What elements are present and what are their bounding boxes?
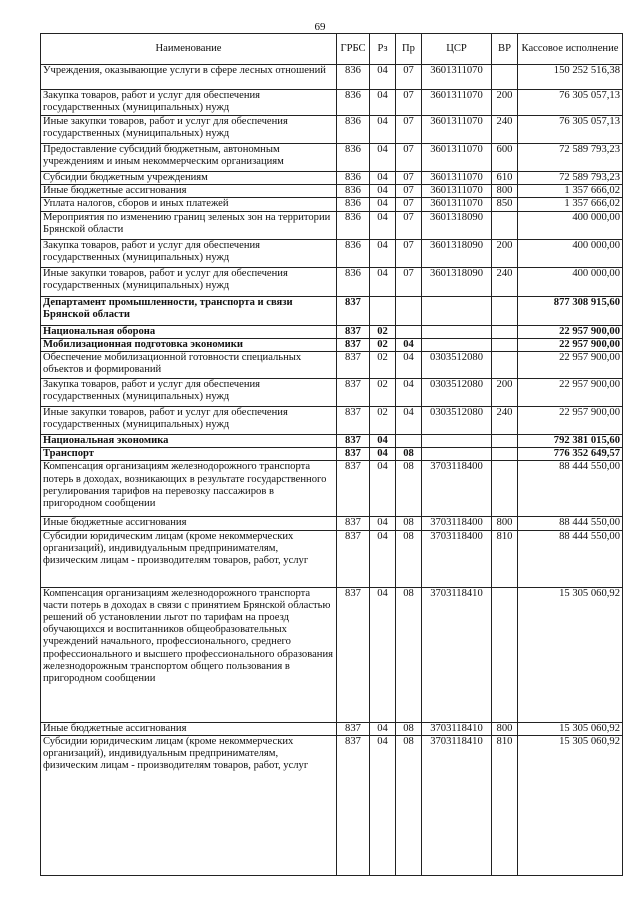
- table-row: [41, 735, 623, 875]
- cell-vr: 200: [492, 90, 518, 116]
- cell-pr: 07: [396, 239, 422, 267]
- cell-pr: 07: [396, 65, 422, 90]
- cell-pr: 08: [396, 461, 422, 517]
- cell-name: Мероприятия по изменению границ зеленых зон на территории Брянской области: [41, 211, 337, 239]
- cell-name: Национальная оборона: [41, 325, 337, 338]
- table-row: [41, 239, 623, 267]
- cell-grbs: 836: [337, 239, 370, 267]
- cell-csr: 3601311070: [422, 65, 492, 90]
- cell-amount: 1 357 666,02: [518, 185, 623, 198]
- cell-grbs: 837: [337, 352, 370, 379]
- cell-vr: 600: [492, 144, 518, 172]
- cell-pr: 08: [396, 722, 422, 735]
- cell-rz: 02: [370, 407, 396, 435]
- cell-csr: [422, 338, 492, 351]
- cell-name: Иные бюджетные ассигнования: [41, 517, 337, 530]
- table-row: [41, 379, 623, 407]
- cell-pr: 04: [396, 352, 422, 379]
- cell-amount: 400 000,00: [518, 211, 623, 239]
- table-row: [41, 407, 623, 435]
- cell-grbs: 837: [337, 407, 370, 435]
- cell-vr: [492, 587, 518, 722]
- table-row: [41, 461, 623, 517]
- cell-csr: 3601318090: [422, 211, 492, 239]
- cell-name: Иные закупки товаров, работ и услуг для обеспечения государственных (муниципальных) нужд: [41, 407, 337, 435]
- table-header: [41, 34, 623, 65]
- cell-pr: 07: [396, 185, 422, 198]
- cell-name: Департамент промышленности, транспорта и связи Брянской области: [41, 296, 337, 325]
- cell-pr: 08: [396, 530, 422, 587]
- cell-rz: 04: [370, 267, 396, 296]
- cell-name: Иные бюджетные ассигнования: [41, 722, 337, 735]
- header-vr: ВР: [492, 34, 518, 65]
- cell-grbs: 837: [337, 448, 370, 461]
- header-row: [41, 34, 623, 65]
- cell-grbs: 837: [337, 296, 370, 325]
- cell-rz: 04: [370, 185, 396, 198]
- cell-csr: 0303512080: [422, 407, 492, 435]
- cell-csr: [422, 325, 492, 338]
- cell-vr: [492, 461, 518, 517]
- cell-amount: 877 308 915,60: [518, 296, 623, 325]
- header-rz: Рз: [370, 34, 396, 65]
- cell-amount: 150 252 516,38: [518, 65, 623, 90]
- table-row: [41, 435, 623, 448]
- cell-name: Субсидии юридическим лицам (кроме некоммерческих организаций), индивидуальным предпринимателям, физическим лицам - производителям товаров, работ, услуг: [41, 530, 337, 587]
- header-name: Наименование: [41, 34, 337, 65]
- cell-vr: [492, 448, 518, 461]
- cell-csr: 3703118400: [422, 517, 492, 530]
- cell-csr: 3601311070: [422, 172, 492, 185]
- cell-rz: 04: [370, 65, 396, 90]
- cell-amount: 15 305 060,92: [518, 735, 623, 875]
- cell-amount: 76 305 057,13: [518, 116, 623, 144]
- cell-rz: 04: [370, 587, 396, 722]
- cell-grbs: 837: [337, 735, 370, 875]
- cell-csr: 3601311070: [422, 144, 492, 172]
- cell-pr: 08: [396, 587, 422, 722]
- cell-rz: 02: [370, 325, 396, 338]
- cell-grbs: 836: [337, 267, 370, 296]
- cell-vr: 240: [492, 267, 518, 296]
- table-row: [41, 517, 623, 530]
- cell-amount: 400 000,00: [518, 239, 623, 267]
- cell-name: Учреждения, оказывающие услуги в сфере лесных отношений: [41, 65, 337, 90]
- cell-pr: 07: [396, 144, 422, 172]
- cell-csr: 3601311070: [422, 90, 492, 116]
- cell-grbs: 837: [337, 435, 370, 448]
- cell-rz: 04: [370, 116, 396, 144]
- cell-csr: 3601318090: [422, 239, 492, 267]
- budget-table: [40, 33, 623, 876]
- cell-rz: 04: [370, 461, 396, 517]
- cell-vr: [492, 352, 518, 379]
- cell-amount: 88 444 550,00: [518, 461, 623, 517]
- cell-vr: 610: [492, 172, 518, 185]
- cell-rz: 04: [370, 172, 396, 185]
- cell-pr: [396, 325, 422, 338]
- cell-name: Иные закупки товаров, работ и услуг для обеспечения государственных (муниципальных) нужд: [41, 116, 337, 144]
- cell-amount: 792 381 015,60: [518, 435, 623, 448]
- cell-grbs: 836: [337, 198, 370, 211]
- cell-rz: 04: [370, 448, 396, 461]
- cell-vr: 810: [492, 735, 518, 875]
- cell-name: Субсидии юридическим лицам (кроме некоммерческих организаций), индивидуальным предпринимателям, физическим лицам - производителям товаров, работ, услуг: [41, 735, 337, 875]
- cell-grbs: 837: [337, 325, 370, 338]
- cell-name: Мобилизационная подготовка экономики: [41, 338, 337, 351]
- cell-csr: 3703118410: [422, 722, 492, 735]
- cell-vr: 850: [492, 198, 518, 211]
- cell-name: Закупка товаров, работ и услуг для обеспечения государственных (муниципальных) нужд: [41, 379, 337, 407]
- table-row: [41, 530, 623, 587]
- cell-rz: 02: [370, 338, 396, 351]
- table-row: [41, 144, 623, 172]
- cell-grbs: 836: [337, 65, 370, 90]
- table-row: [41, 90, 623, 116]
- cell-rz: 04: [370, 239, 396, 267]
- cell-csr: 3703118400: [422, 530, 492, 587]
- cell-grbs: 837: [337, 379, 370, 407]
- cell-vr: [492, 211, 518, 239]
- cell-pr: 04: [396, 407, 422, 435]
- cell-rz: 04: [370, 90, 396, 116]
- page-number: 69: [314, 21, 326, 33]
- cell-name: Иные бюджетные ассигнования: [41, 185, 337, 198]
- cell-vr: 200: [492, 239, 518, 267]
- cell-name: Компенсация организациям железнодорожного транспорта потерь в доходах, возникающих в результате государственного регулирования тарифов на перевозку пассажиров в пригородном сообщении: [41, 461, 337, 517]
- table-row: [41, 587, 623, 722]
- table-row: [41, 185, 623, 198]
- cell-amount: 22 957 900,00: [518, 379, 623, 407]
- cell-rz: 04: [370, 435, 396, 448]
- cell-vr: [492, 338, 518, 351]
- cell-name: Национальная экономика: [41, 435, 337, 448]
- cell-rz: 04: [370, 198, 396, 211]
- cell-vr: [492, 296, 518, 325]
- cell-amount: 22 957 900,00: [518, 352, 623, 379]
- cell-grbs: 836: [337, 90, 370, 116]
- table-row: [41, 116, 623, 144]
- cell-grbs: 836: [337, 211, 370, 239]
- cell-pr: 07: [396, 172, 422, 185]
- cell-amount: 88 444 550,00: [518, 530, 623, 587]
- cell-csr: 3703118410: [422, 735, 492, 875]
- cell-grbs: 837: [337, 461, 370, 517]
- cell-amount: 22 957 900,00: [518, 325, 623, 338]
- cell-amount: 15 305 060,92: [518, 722, 623, 735]
- cell-vr: [492, 325, 518, 338]
- header-grbs: ГРБС: [337, 34, 370, 65]
- table-row: [41, 448, 623, 461]
- cell-csr: [422, 296, 492, 325]
- cell-pr: [396, 435, 422, 448]
- cell-grbs: 836: [337, 172, 370, 185]
- cell-pr: 07: [396, 90, 422, 116]
- cell-rz: 02: [370, 379, 396, 407]
- cell-name: Предоставление субсидий бюджетным, автономным учреждениям и иным некоммерческим организациям: [41, 144, 337, 172]
- cell-rz: 04: [370, 735, 396, 875]
- cell-pr: 08: [396, 448, 422, 461]
- cell-csr: 3703118410: [422, 587, 492, 722]
- header-csr: ЦСР: [422, 34, 492, 65]
- cell-rz: 04: [370, 530, 396, 587]
- cell-amount: 88 444 550,00: [518, 517, 623, 530]
- cell-vr: 810: [492, 530, 518, 587]
- table-row: [41, 211, 623, 239]
- cell-rz: 04: [370, 144, 396, 172]
- table-row: [41, 338, 623, 351]
- cell-amount: 22 957 900,00: [518, 407, 623, 435]
- cell-grbs: 837: [337, 722, 370, 735]
- cell-vr: 800: [492, 722, 518, 735]
- cell-amount: 15 305 060,92: [518, 587, 623, 722]
- cell-grbs: 837: [337, 587, 370, 722]
- cell-name: Закупка товаров, работ и услуг для обеспечения государственных (муниципальных) нужд: [41, 239, 337, 267]
- table-body: [41, 65, 623, 876]
- cell-name: Субсидии бюджетным учреждениям: [41, 172, 337, 185]
- cell-csr: 0303512080: [422, 352, 492, 379]
- cell-grbs: 836: [337, 144, 370, 172]
- table-row: [41, 325, 623, 338]
- cell-vr: 240: [492, 116, 518, 144]
- table-row: [41, 172, 623, 185]
- cell-pr: 07: [396, 211, 422, 239]
- cell-vr: 240: [492, 407, 518, 435]
- table-row: [41, 352, 623, 379]
- cell-name: Обеспечение мобилизационной готовности специальных объектов и формирований: [41, 352, 337, 379]
- cell-pr: 08: [396, 517, 422, 530]
- cell-grbs: 836: [337, 116, 370, 144]
- cell-amount: 1 357 666,02: [518, 198, 623, 211]
- cell-name: Компенсация организациям железнодорожного транспорта части потерь в доходах в связи с принятием Брянской областью решений об установлении льгот по тарифам на проезд обучающихся и воспитанников общеобразовательных учреждений начального, профессионального, среднего профессионального и высшего профессионального образования железнодорожным транспортом общего пользования в пригородном сообщении: [41, 587, 337, 722]
- cell-amount: 776 352 649,57: [518, 448, 623, 461]
- cell-csr: 3601318090: [422, 267, 492, 296]
- cell-vr: [492, 435, 518, 448]
- cell-csr: 3601311070: [422, 185, 492, 198]
- cell-pr: 04: [396, 379, 422, 407]
- cell-rz: 04: [370, 517, 396, 530]
- cell-csr: [422, 435, 492, 448]
- cell-name: Уплата налогов, сборов и иных платежей: [41, 198, 337, 211]
- cell-amount: 76 305 057,13: [518, 90, 623, 116]
- table-row: [41, 722, 623, 735]
- cell-csr: 3703118400: [422, 461, 492, 517]
- cell-name: Закупка товаров, работ и услуг для обеспечения государственных (муниципальных) нужд: [41, 90, 337, 116]
- cell-grbs: 836: [337, 185, 370, 198]
- cell-pr: 07: [396, 198, 422, 211]
- cell-rz: [370, 296, 396, 325]
- cell-name: Транспорт: [41, 448, 337, 461]
- cell-amount: 72 589 793,23: [518, 172, 623, 185]
- table-row: [41, 296, 623, 325]
- table-row: [41, 267, 623, 296]
- cell-pr: [396, 296, 422, 325]
- cell-vr: 200: [492, 379, 518, 407]
- cell-csr: [422, 448, 492, 461]
- cell-amount: 22 957 900,00: [518, 338, 623, 351]
- cell-pr: 08: [396, 735, 422, 875]
- cell-vr: 800: [492, 185, 518, 198]
- cell-pr: 07: [396, 116, 422, 144]
- cell-rz: 04: [370, 211, 396, 239]
- header-pr: Пр: [396, 34, 422, 65]
- cell-csr: 3601311070: [422, 198, 492, 211]
- cell-grbs: 837: [337, 338, 370, 351]
- cell-amount: 400 000,00: [518, 267, 623, 296]
- cell-pr: 04: [396, 338, 422, 351]
- cell-vr: [492, 65, 518, 90]
- cell-name: Иные закупки товаров, работ и услуг для обеспечения государственных (муниципальных) нужд: [41, 267, 337, 296]
- cell-grbs: 837: [337, 530, 370, 587]
- cell-rz: 02: [370, 352, 396, 379]
- cell-csr: 3601311070: [422, 116, 492, 144]
- table-row: [41, 65, 623, 90]
- header-amount: Кассовое исполнение: [518, 34, 623, 65]
- cell-vr: 800: [492, 517, 518, 530]
- table-row: [41, 198, 623, 211]
- cell-pr: 07: [396, 267, 422, 296]
- cell-rz: 04: [370, 722, 396, 735]
- cell-csr: 0303512080: [422, 379, 492, 407]
- cell-grbs: 837: [337, 517, 370, 530]
- cell-amount: 72 589 793,23: [518, 144, 623, 172]
